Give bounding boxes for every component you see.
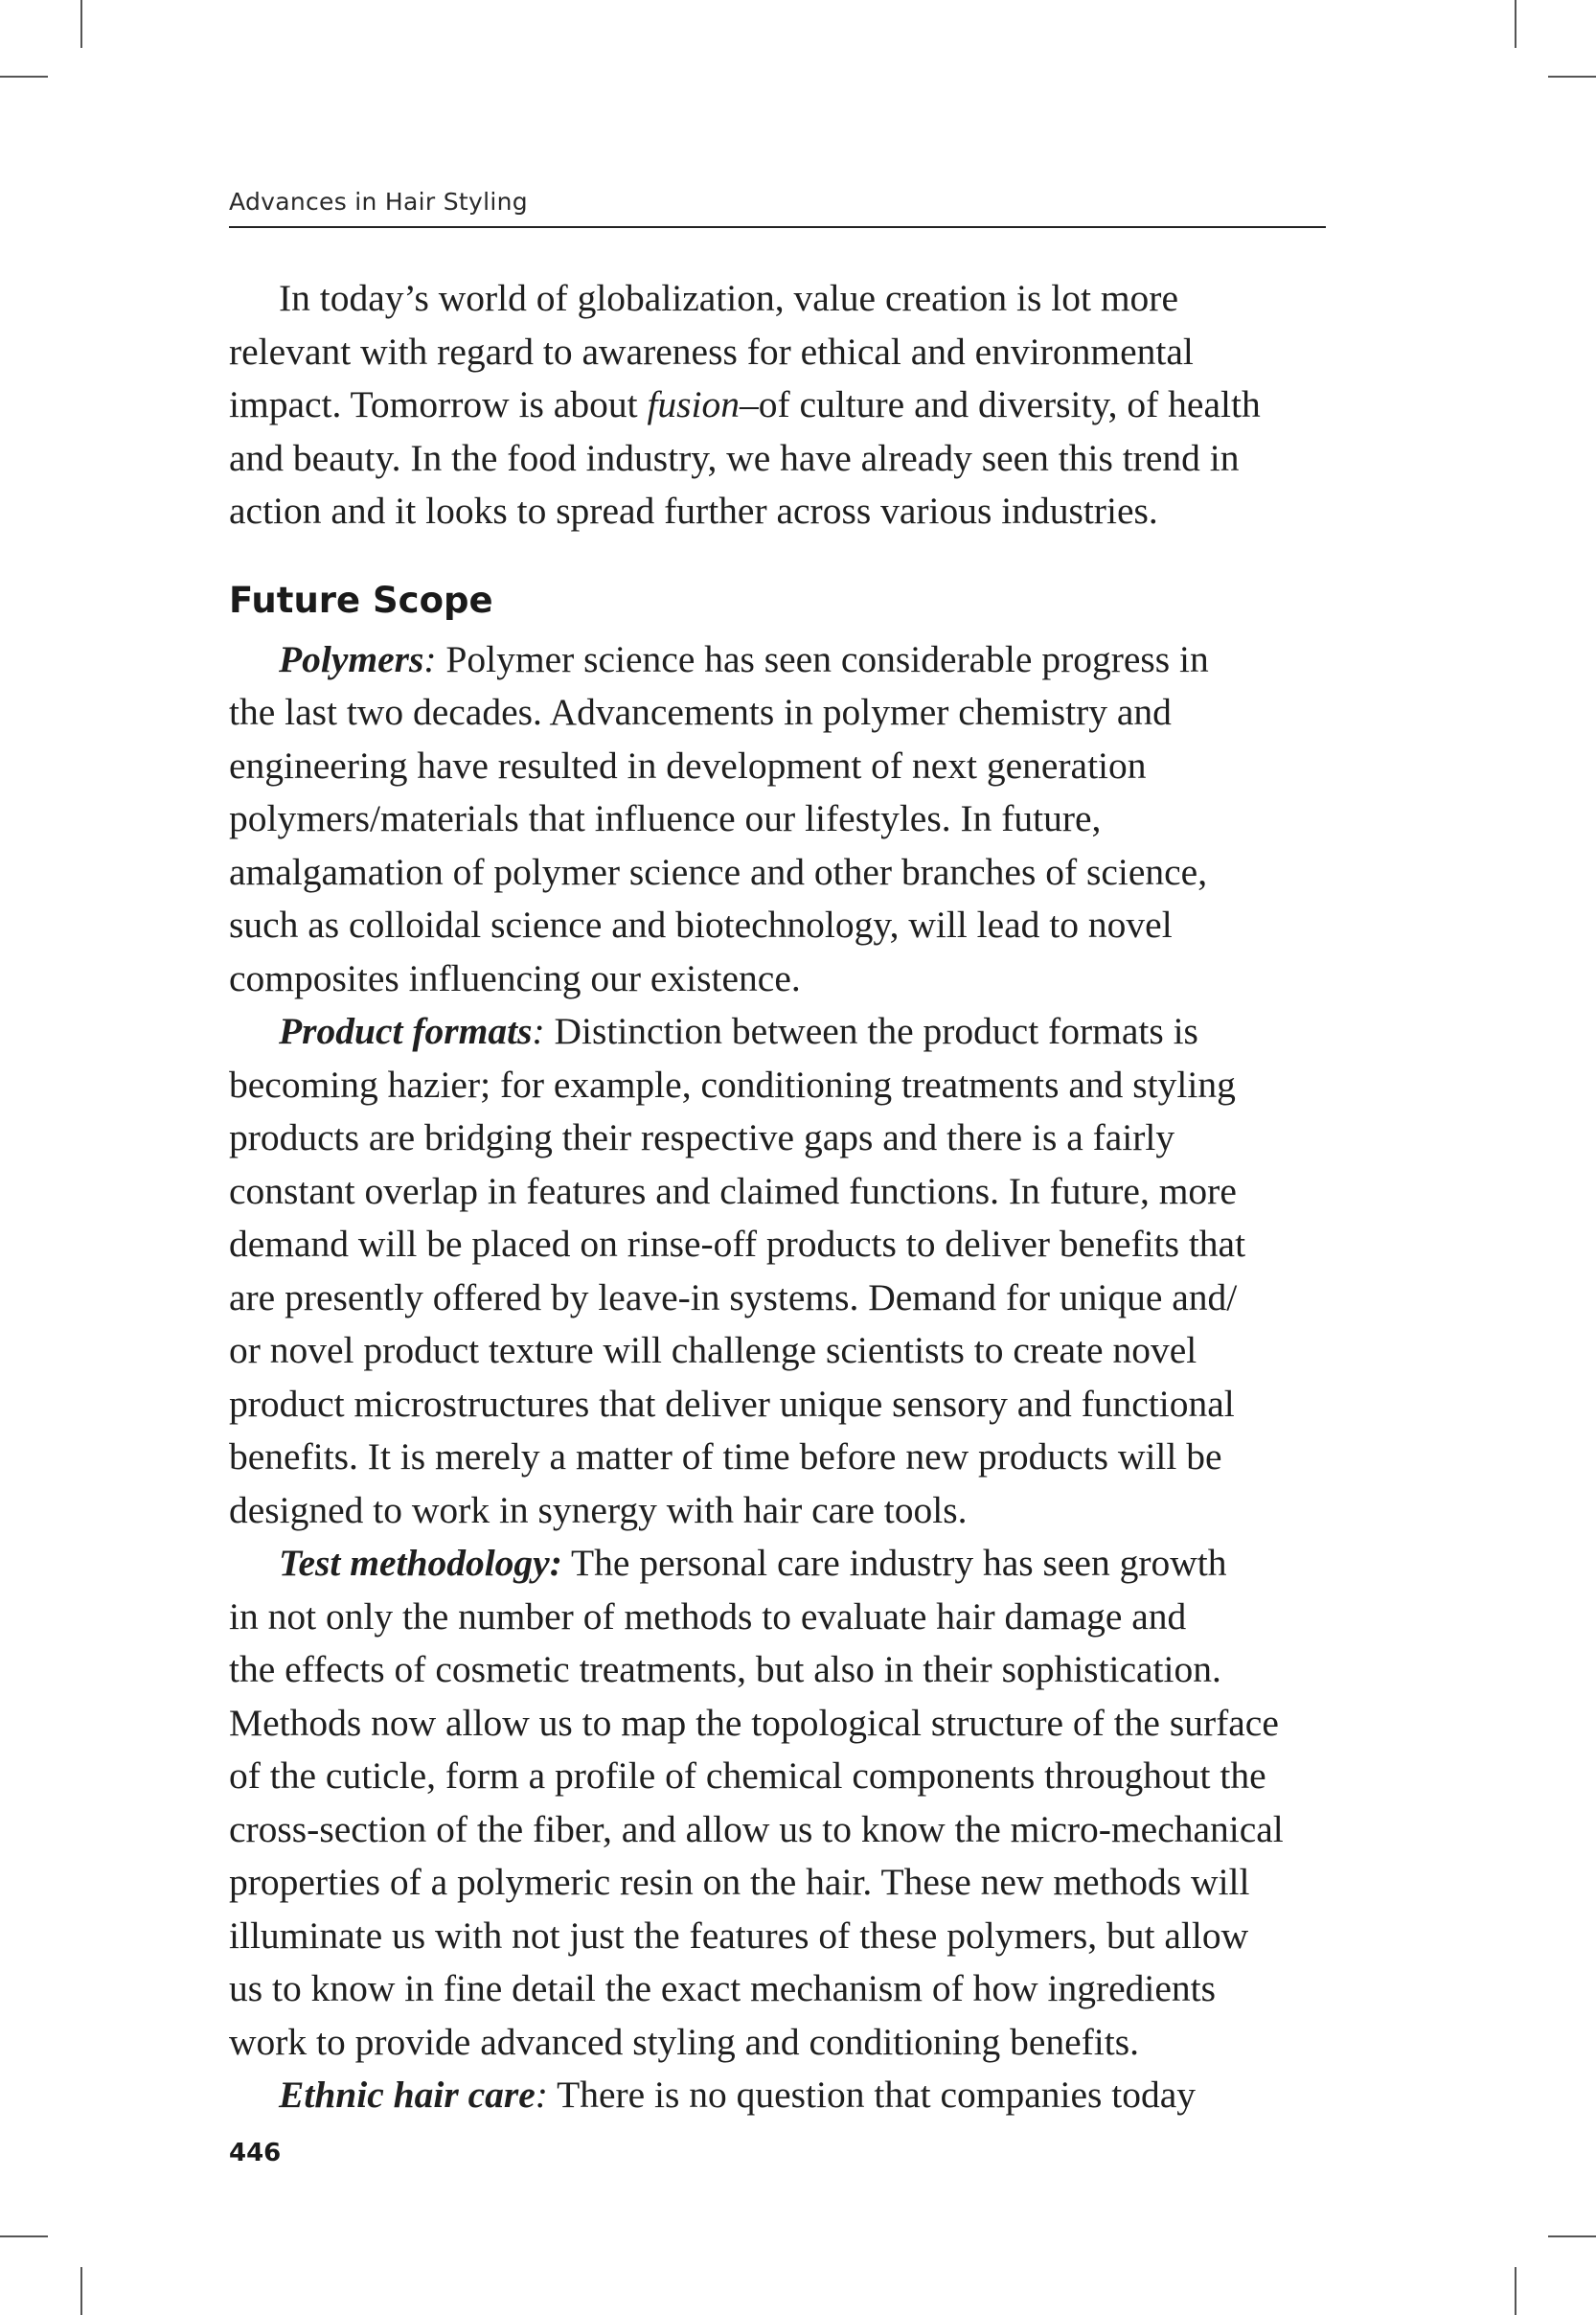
run-in-colon: : [535, 2074, 548, 2116]
crop-mark-top-right-vertical [1515, 0, 1516, 48]
text-line: the effects of cosmetic treatments, but also in their sophistication. [229, 1648, 1221, 1690]
paragraph-polymers [229, 633, 1340, 1006]
page-number: 446 [229, 2139, 282, 2167]
text-line: relevant with regard to awareness for ethical and environmental [229, 330, 1194, 373]
text-line: becoming hazier; for example, conditioning treatments and styling [229, 1063, 1236, 1106]
emphasis-fusion: fusion [647, 383, 741, 425]
text-run: Distinction between the product formats is [544, 1010, 1198, 1052]
text-line: the last two decades. Advancements in polymer chemistry and [229, 691, 1172, 733]
paragraph-ethnic-hair-care [229, 2069, 1340, 2122]
text-run: impact. Tomorrow is about [229, 383, 648, 425]
body-text [229, 272, 1340, 2122]
run-in-heading: Test methodology: [279, 1542, 562, 1584]
text-line [229, 633, 1340, 687]
header-rule [229, 226, 1326, 228]
text-line: us to know in fine detail the exact mechanism of how ingredients [229, 1967, 1217, 2009]
text-line: are presently offered by leave-in systems. Demand for unique and/ [229, 1275, 1238, 1318]
text-line: properties of a polymeric resin on the hair. These new methods will [229, 1861, 1250, 1903]
crop-mark-top-right-horizontal [1548, 76, 1596, 78]
text-line: and beauty. In the food industry, we have already seen this trend in [229, 436, 1240, 479]
paragraph-test-methodology [229, 1537, 1340, 2069]
text-line: engineering have resulted in development of next generation [229, 744, 1147, 787]
text-line [229, 378, 1340, 432]
crop-mark-bottom-left-vertical [80, 2267, 82, 2315]
text-line [229, 1005, 1340, 1059]
text-line: In today’s world of globalization, value creation is lot more [279, 277, 1178, 319]
text-line: constant overlap in features and claimed functions. In future, more [229, 1169, 1237, 1212]
text-line: such as colloidal science and biotechnology, will lead to novel [229, 904, 1173, 946]
text-line: demand will be placed on rinse-off products to deliver benefits that [229, 1223, 1246, 1265]
text-run: Polymer science has seen considerable progress in [436, 637, 1209, 680]
text-line: or novel product texture will challenge scientists to create novel [229, 1329, 1197, 1371]
text-line: polymers/materials that influence our lifestyles. In future, [229, 797, 1102, 839]
text-line: cross-section of the fiber, and allow us to know the micro-mechanical [229, 1807, 1284, 1850]
text-run: The personal care industry has seen growth [561, 1542, 1227, 1584]
section-heading: Future Scope [229, 579, 493, 621]
text-line: in not only the number of methods to evaluate hair damage and [229, 1594, 1187, 1638]
text-line [229, 1537, 1340, 1591]
text-line: Methods now allow us to map the topological structure of the surface [229, 1701, 1279, 1744]
crop-mark-bottom-right-horizontal [1548, 2235, 1596, 2237]
text-line: illuminate us with not just the features of these polymers, but allow [229, 1914, 1249, 1957]
paragraph-product-formats [229, 1005, 1340, 1537]
run-in-colon: : [423, 637, 437, 680]
text-run: There is no question that companies today [547, 2074, 1197, 2116]
text-line: benefits. It is merely a matter of time before new products will be [229, 1435, 1222, 1478]
text-line: product microstructures that deliver unique sensory and functional [229, 1382, 1235, 1425]
running-head: Advances in Hair Styling [229, 188, 528, 216]
text-line: composites influencing our existence. [229, 956, 801, 999]
text-line: products are bridging their respective gaps and there is a fairly [229, 1116, 1175, 1158]
text-line: amalgamation of polymer science and other branches of science, [229, 850, 1208, 893]
text-line: of the cuticle, form a profile of chemical components throughout the [229, 1754, 1266, 1797]
run-in-heading: Polymers [279, 637, 424, 680]
text-line: designed to work in synergy with hair care tools. [229, 1488, 968, 1531]
text-line: work to provide advanced styling and conditioning benefits. [229, 2020, 1139, 2063]
crop-mark-top-left-vertical [80, 0, 82, 48]
text-line: action and it looks to spread further across various industries. [229, 490, 1158, 532]
text-line [229, 2069, 1340, 2122]
crop-mark-bottom-left-horizontal [0, 2235, 48, 2237]
crop-mark-top-left-horizontal [0, 76, 48, 78]
run-in-colon: : [532, 1010, 545, 1052]
crop-mark-bottom-right-vertical [1515, 2267, 1516, 2315]
text-run: –of culture and diversity, of health [740, 383, 1261, 425]
run-in-heading: Ethnic hair care [279, 2074, 536, 2116]
intro-paragraph [229, 272, 1340, 539]
run-in-heading: Product formats [279, 1010, 533, 1052]
